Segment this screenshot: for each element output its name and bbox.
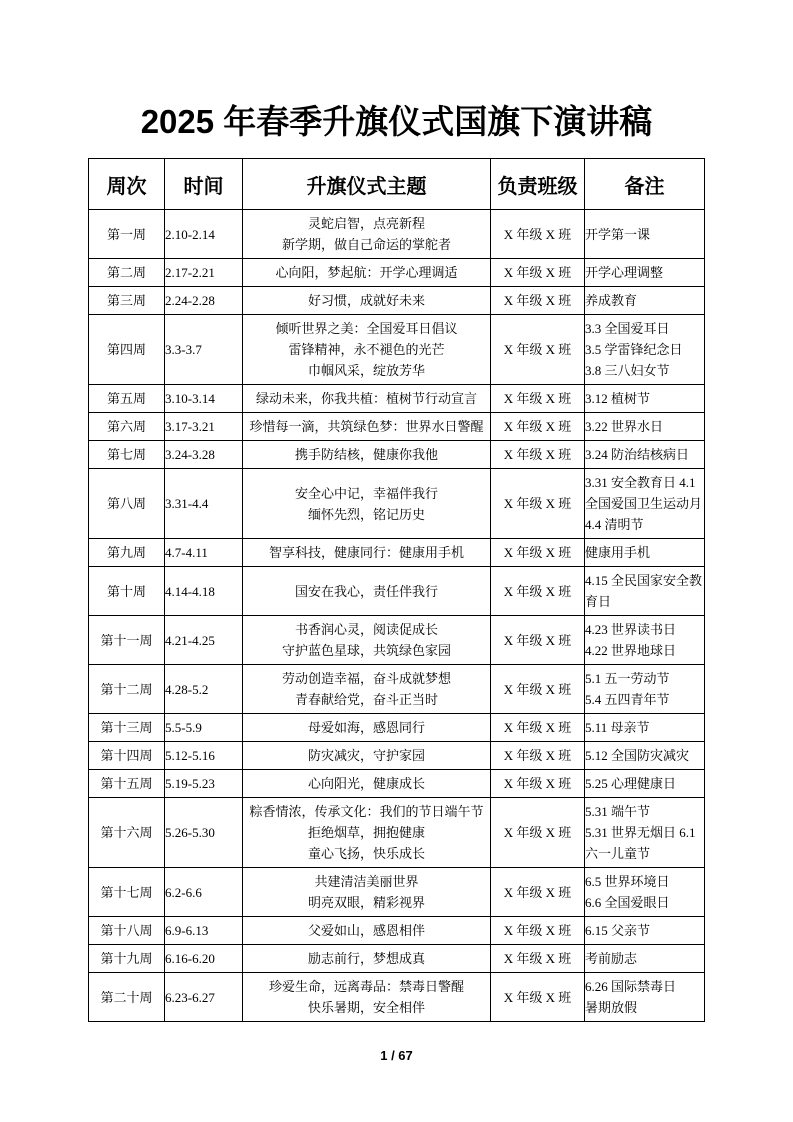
- week-cell: 第三周: [89, 287, 165, 315]
- theme-line: 快乐暑期，安全相伴: [307, 1000, 425, 1015]
- note-line: 3.3 全国爱耳日: [585, 321, 670, 336]
- week-cell: 第五周: [89, 385, 165, 413]
- note-line: 开学第一课: [585, 226, 651, 242]
- week-cell: 第十一周: [89, 616, 165, 665]
- class-cell: X 年级 X 班: [491, 798, 585, 868]
- time-cell: 3.3-3.7: [165, 315, 243, 385]
- theme-line: 粽香情浓，传承文化：我们的节日端午节: [249, 804, 484, 819]
- theme-cell: [243, 259, 491, 287]
- time-cell: 4.28-5.2: [165, 665, 243, 714]
- class-cell: X 年级 X 班: [491, 287, 585, 315]
- theme-line: 巾帼风采，绽放芳华: [307, 363, 425, 378]
- week-cell: 第十四周: [89, 742, 165, 770]
- theme-line: 励志前行，梦想成真: [307, 951, 425, 966]
- class-cell: X 年级 X 班: [491, 539, 585, 567]
- theme-cell: [243, 973, 491, 1022]
- week-cell: 第四周: [89, 315, 165, 385]
- notes-cell: [585, 973, 705, 1022]
- table-row: [89, 315, 705, 385]
- time-cell: 3.17-3.21: [165, 413, 243, 441]
- table-row: [89, 469, 705, 539]
- notes-cell: [585, 469, 705, 539]
- class-cell: X 年级 X 班: [491, 742, 585, 770]
- class-cell: X 年级 X 班: [491, 770, 585, 798]
- note-line: 3.24 防治结核病日: [585, 447, 690, 462]
- theme-cell: [243, 315, 491, 385]
- table-row: [89, 945, 705, 973]
- week-cell: 第十周: [89, 567, 165, 616]
- table-row: [89, 665, 705, 714]
- table-row: [89, 385, 705, 413]
- header-cell-week: 周次: [89, 159, 165, 210]
- notes-cell: [585, 315, 705, 385]
- theme-cell: [243, 917, 491, 945]
- table-row: [89, 413, 705, 441]
- week-cell: 第二十周: [89, 973, 165, 1022]
- theme-line: 携手防结核，健康你我他: [294, 447, 438, 462]
- note-line: 育日: [585, 594, 612, 609]
- class-cell: X 年级 X 班: [491, 315, 585, 385]
- table-row: [89, 742, 705, 770]
- class-cell: X 年级 X 班: [491, 616, 585, 665]
- note-line: 5.31 世界无烟日 6.1: [585, 825, 696, 840]
- week-cell: 第十三周: [89, 714, 165, 742]
- class-cell: X 年级 X 班: [491, 868, 585, 917]
- notes-cell: [585, 385, 705, 413]
- theme-line: 雷锋精神，永不褪色的光芒: [288, 342, 445, 357]
- time-cell: 4.7-4.11: [165, 539, 243, 567]
- week-cell: 第九周: [89, 539, 165, 567]
- theme-line: 青春献给党，奋斗正当时: [294, 692, 438, 707]
- theme-line: 心向阳光，健康成长: [307, 776, 425, 791]
- table-row: [89, 868, 705, 917]
- table-row: [89, 616, 705, 665]
- notes-cell: [585, 945, 705, 973]
- time-cell: 5.12-5.16: [165, 742, 243, 770]
- notes-cell: [585, 798, 705, 868]
- class-cell: X 年级 X 班: [491, 413, 585, 441]
- theme-cell: [243, 441, 491, 469]
- theme-cell: [243, 567, 491, 616]
- notes-cell: [585, 868, 705, 917]
- notes-cell: [585, 770, 705, 798]
- theme-line: 倾听世界之美：全国爱耳日倡议: [275, 321, 458, 336]
- table-row: [89, 973, 705, 1022]
- theme-line: 防灾减灾，守护家园: [307, 748, 425, 763]
- theme-cell: [243, 616, 491, 665]
- theme-line: 母爱如海，感恩同行: [307, 720, 425, 735]
- theme-line: 国安在我心，责任伴我行: [294, 583, 438, 599]
- week-cell: 第一周: [89, 210, 165, 259]
- note-line: 3.31 安全教育日 4.1: [585, 475, 696, 490]
- note-line: 6.6 全国爱眼日: [585, 895, 670, 910]
- theme-cell: [243, 945, 491, 973]
- notes-cell: [585, 287, 705, 315]
- theme-cell: [243, 210, 491, 259]
- class-cell: X 年级 X 班: [491, 917, 585, 945]
- theme-cell: [243, 287, 491, 315]
- week-cell: 第七周: [89, 441, 165, 469]
- table-row: [89, 770, 705, 798]
- class-cell: X 年级 X 班: [491, 385, 585, 413]
- notes-cell: [585, 210, 705, 259]
- theme-line: 缅怀先烈，铭记历史: [307, 506, 425, 522]
- theme-line: 劳动创造幸福，奋斗成就梦想: [281, 671, 451, 686]
- time-cell: 3.31-4.4: [165, 469, 243, 539]
- class-cell: X 年级 X 班: [491, 567, 585, 616]
- table-row: [89, 917, 705, 945]
- table-body: [89, 210, 705, 1022]
- table-header: [89, 159, 705, 210]
- note-line: 5.25 心理健康日: [585, 776, 677, 791]
- notes-cell: [585, 742, 705, 770]
- header-cell-class: 负责班级: [491, 159, 585, 210]
- notes-cell: [585, 413, 705, 441]
- note-line: 全国爱国卫生运动月: [585, 496, 703, 511]
- week-cell: 第十二周: [89, 665, 165, 714]
- table-row: [89, 567, 705, 616]
- note-line: 5.11 母亲节: [585, 720, 650, 735]
- theme-line: 童心飞扬，快乐成长: [307, 846, 425, 861]
- time-cell: 6.9-6.13: [165, 917, 243, 945]
- note-line: 6.26 国际禁毒日: [585, 979, 677, 994]
- note-line: 健康用手机: [585, 545, 651, 560]
- theme-line: 珍爱生命，远离毒品：禁毒日警醒: [268, 979, 464, 994]
- note-line: 开学心理调整: [585, 265, 664, 280]
- time-cell: 2.17-2.21: [165, 259, 243, 287]
- class-cell: X 年级 X 班: [491, 441, 585, 469]
- time-cell: 2.10-2.14: [165, 210, 243, 259]
- time-cell: 6.16-6.20: [165, 945, 243, 973]
- notes-cell: [585, 539, 705, 567]
- time-cell: 5.26-5.30: [165, 798, 243, 868]
- notes-cell: [585, 665, 705, 714]
- table-row: [89, 714, 705, 742]
- table-row: [89, 441, 705, 469]
- theme-line: 智享科技，健康同行：健康用手机: [268, 545, 464, 560]
- document-title: 2025 年春季升旗仪式国旗下演讲稿: [140, 103, 653, 140]
- theme-cell: [243, 413, 491, 441]
- time-cell: 3.10-3.14: [165, 385, 243, 413]
- note-line: 4.4 清明节: [585, 517, 644, 532]
- theme-cell: [243, 469, 491, 539]
- note-line: 4.22 世界地球日: [585, 643, 677, 658]
- table-row: [89, 259, 705, 287]
- theme-cell: [243, 539, 491, 567]
- note-line: 4.23 世界读书日: [585, 622, 677, 637]
- note-line: 5.1 五一劳动节: [585, 671, 670, 686]
- schedule-table: [88, 158, 705, 1022]
- table-row: [89, 798, 705, 868]
- note-line: 3.5 学雷锋纪念日: [585, 342, 683, 357]
- time-cell: 5.5-5.9: [165, 714, 243, 742]
- notes-cell: [585, 917, 705, 945]
- note-line: 考前励志: [585, 951, 638, 966]
- theme-line: 心向阳，梦起航：开学心理调适: [275, 265, 458, 280]
- theme-cell: [243, 714, 491, 742]
- header-row: [89, 159, 705, 210]
- class-cell: X 年级 X 班: [491, 210, 585, 259]
- table-row: [89, 287, 705, 315]
- notes-cell: [585, 441, 705, 469]
- note-line: 6.5 世界环境日: [585, 874, 670, 889]
- note-line: 养成教育: [585, 293, 638, 308]
- theme-cell: [243, 770, 491, 798]
- week-cell: 第十五周: [89, 770, 165, 798]
- week-cell: 第十九周: [89, 945, 165, 973]
- week-cell: 第十八周: [89, 917, 165, 945]
- class-cell: X 年级 X 班: [491, 665, 585, 714]
- class-cell: X 年级 X 班: [491, 973, 585, 1022]
- table-row: [89, 210, 705, 259]
- notes-cell: [585, 714, 705, 742]
- time-cell: 2.24-2.28: [165, 287, 243, 315]
- note-line: 暑期放假: [585, 1000, 638, 1015]
- header-cell-notes: 备注: [585, 159, 705, 210]
- time-cell: 6.2-6.6: [165, 868, 243, 917]
- notes-cell: [585, 259, 705, 287]
- note-line: 5.12 全国防灾减灾: [585, 748, 690, 763]
- theme-line: 守护蓝色星球，共筑绿色家园: [281, 643, 451, 658]
- week-cell: 第八周: [89, 469, 165, 539]
- page-number: 1 / 67: [380, 1048, 413, 1063]
- theme-cell: [243, 798, 491, 868]
- time-cell: 4.21-4.25: [165, 616, 243, 665]
- class-cell: X 年级 X 班: [491, 945, 585, 973]
- note-line: 六一儿童节: [585, 846, 651, 861]
- note-line: 5.4 五四青年节: [585, 692, 670, 707]
- note-line: 4.15 全民国家安全教: [585, 573, 703, 588]
- week-cell: 第六周: [89, 413, 165, 441]
- theme-line: 好习惯，成就好未来: [307, 293, 425, 308]
- theme-line: 安全心中记，幸福伴我行: [294, 485, 438, 501]
- theme-line: 共建清洁美丽世界: [314, 874, 419, 889]
- class-cell: X 年级 X 班: [491, 714, 585, 742]
- theme-line: 新学期，做自己命运的掌舵者: [281, 237, 451, 252]
- theme-line: 灵蛇启智，点亮新程: [307, 216, 425, 231]
- header-cell-time: 时间: [165, 159, 243, 210]
- notes-cell: [585, 616, 705, 665]
- time-cell: 4.14-4.18: [165, 567, 243, 616]
- time-cell: 6.23-6.27: [165, 973, 243, 1022]
- theme-cell: [243, 868, 491, 917]
- note-line: 3.12 植树节: [585, 391, 651, 406]
- time-cell: 3.24-3.28: [165, 441, 243, 469]
- theme-line: 父爱如山，感恩相伴: [307, 923, 425, 938]
- class-cell: X 年级 X 班: [491, 259, 585, 287]
- theme-line: 拒绝烟草，拥抱健康: [307, 825, 425, 840]
- note-line: 3.8 三八妇女节: [585, 363, 670, 378]
- note-line: 6.15 父亲节: [585, 923, 651, 938]
- week-cell: 第二周: [89, 259, 165, 287]
- theme-line: 珍惜每一滴，共筑绿色梦：世界水日警醒: [249, 419, 484, 434]
- note-line: 3.22 世界水日: [585, 419, 664, 434]
- theme-cell: [243, 385, 491, 413]
- week-cell: 第十六周: [89, 798, 165, 868]
- time-cell: 5.19-5.23: [165, 770, 243, 798]
- table-row: [89, 539, 705, 567]
- notes-cell: [585, 567, 705, 616]
- theme-line: 书香润心灵，阅读促成长: [294, 622, 438, 637]
- theme-line: 绿动未来，你我共植：植树节行动宣言: [255, 391, 477, 406]
- note-line: 5.31 端午节: [585, 804, 651, 819]
- week-cell: 第十七周: [89, 868, 165, 917]
- theme-cell: [243, 665, 491, 714]
- theme-line: 明亮双眼，精彩视界: [307, 895, 425, 910]
- class-cell: X 年级 X 班: [491, 469, 585, 539]
- header-cell-theme: 升旗仪式主题: [243, 159, 491, 210]
- theme-cell: [243, 742, 491, 770]
